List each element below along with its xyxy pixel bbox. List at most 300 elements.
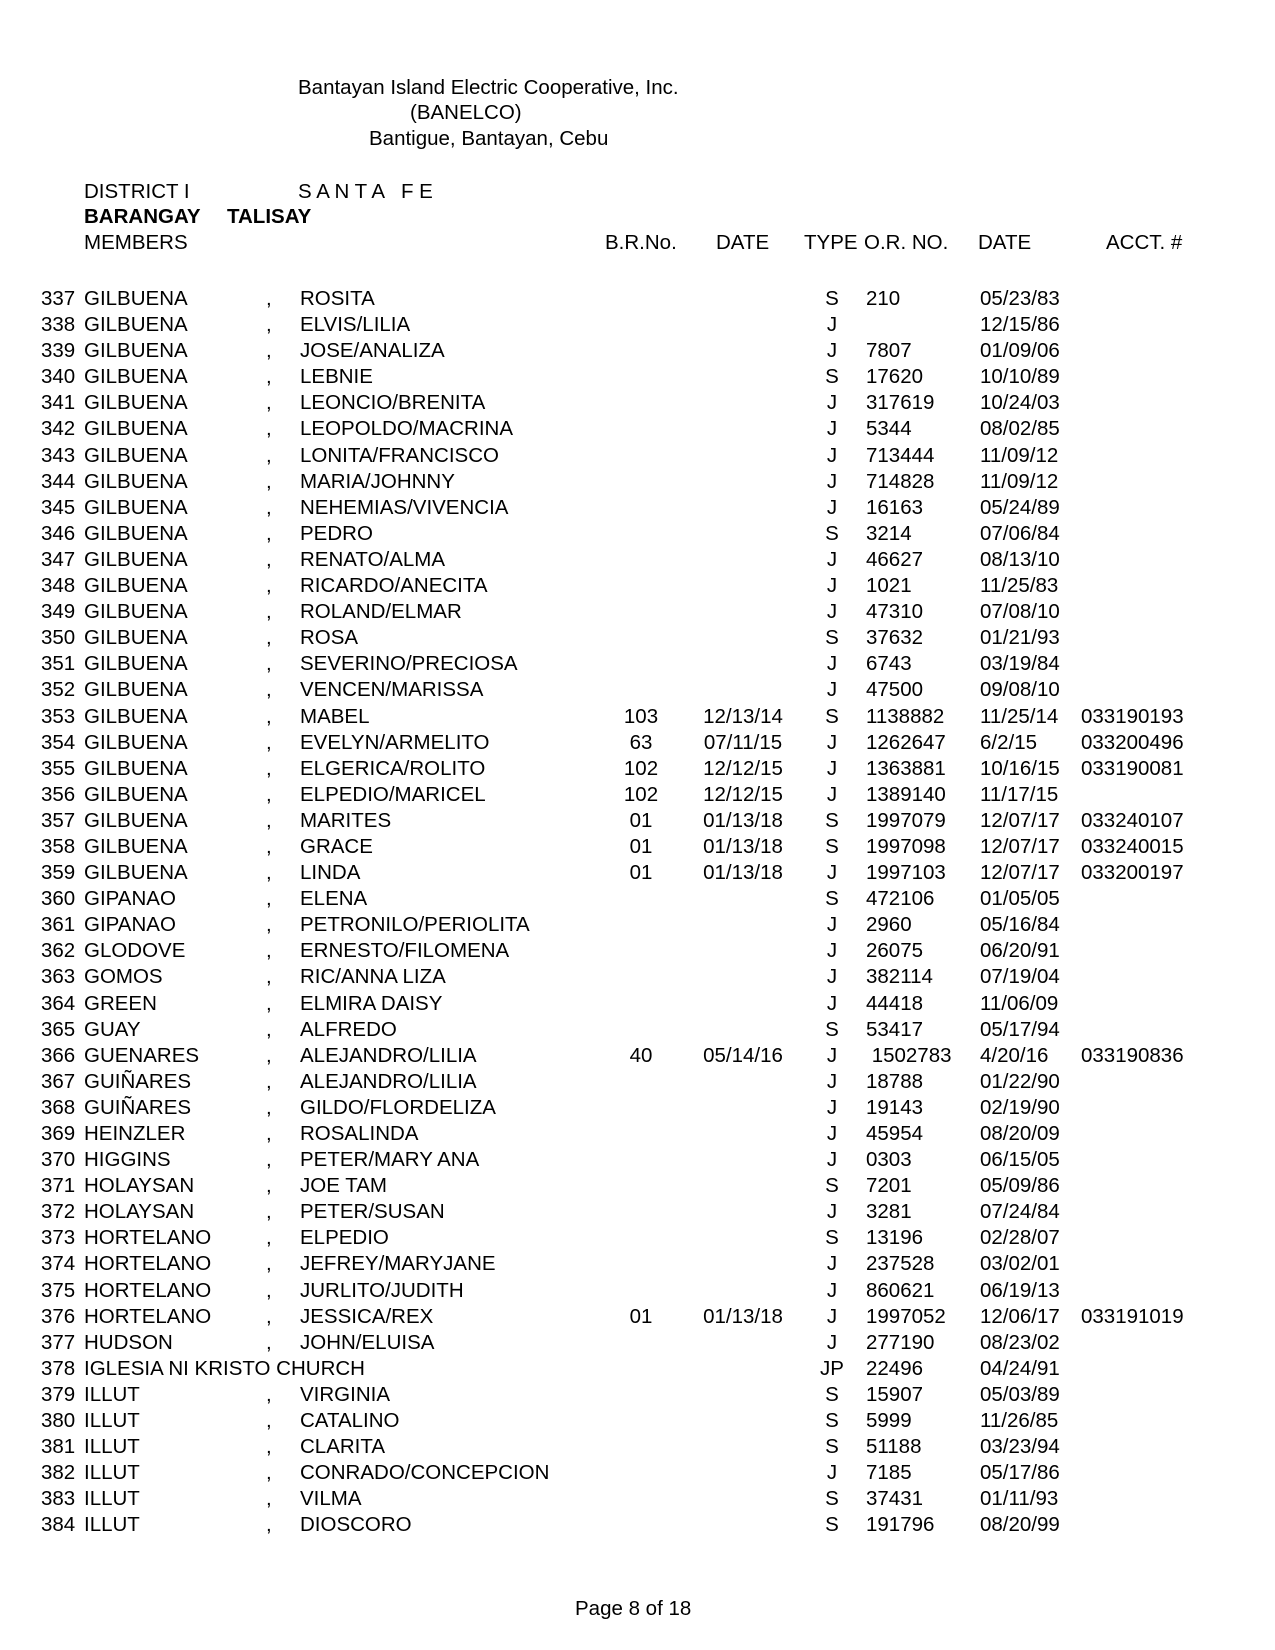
or-no: 277190 xyxy=(866,1330,935,1354)
first-name: ROSITA xyxy=(300,287,375,310)
col-header-br-no: B.R.No. xyxy=(605,231,677,254)
or-no: 45954 xyxy=(866,1122,924,1145)
account-number: 033190836 xyxy=(1081,1043,1184,1067)
org-abbr: (BANELCO) xyxy=(410,101,522,124)
name-separator: , xyxy=(266,1148,272,1172)
table-row xyxy=(0,651,1275,677)
name-separator: , xyxy=(266,391,272,415)
name-separator: , xyxy=(266,1095,272,1119)
or-no: 472106 xyxy=(866,887,935,911)
or-date: 08/20/09 xyxy=(980,1122,1060,1145)
or-date: 03/19/84 xyxy=(980,652,1060,676)
member-type: S xyxy=(825,704,839,728)
name-separator: , xyxy=(266,417,272,441)
row-number: 368 xyxy=(41,1095,76,1119)
or-date: 05/17/94 xyxy=(980,1017,1060,1041)
or-date: 08/02/85 xyxy=(980,417,1060,441)
or-no: 7185 xyxy=(866,1461,912,1485)
first-name: ROSALINDA xyxy=(300,1122,419,1145)
br-date: 05/14/16 xyxy=(703,1043,783,1067)
br-date: 12/12/15 xyxy=(703,782,783,806)
or-no: 210 xyxy=(866,287,901,310)
row-number: 339 xyxy=(41,339,76,363)
member-type: S xyxy=(825,834,839,858)
table-row xyxy=(0,1304,1275,1330)
member-type: J xyxy=(826,339,838,363)
name-separator: , xyxy=(266,808,272,832)
last-name: GILBUENA xyxy=(84,365,188,389)
last-name: ILLUT xyxy=(84,1409,140,1433)
row-number: 355 xyxy=(41,756,76,780)
or-date: 01/22/90 xyxy=(980,1069,1060,1093)
or-date: 10/10/89 xyxy=(980,365,1060,389)
name-separator: , xyxy=(266,1435,272,1459)
first-name: NEHEMIAS/VIVENCIA xyxy=(300,495,509,519)
or-no: 1363881 xyxy=(866,756,946,780)
org-name: Bantayan Island Electric Cooperative, Inc. xyxy=(298,76,679,99)
name-separator: , xyxy=(266,861,272,885)
or-no: 47310 xyxy=(866,600,924,624)
member-type: S xyxy=(825,1226,839,1250)
page-number: Page 8 of 18 xyxy=(575,1597,692,1620)
first-name: DIOSCORO xyxy=(300,1513,412,1537)
name-separator: , xyxy=(266,547,272,571)
first-name: ALEJANDRO/LILIA xyxy=(300,1043,477,1067)
name-separator: , xyxy=(266,339,272,363)
or-no: 1997079 xyxy=(866,808,946,832)
or-no: 191796 xyxy=(866,1513,935,1537)
last-name: ILLUT xyxy=(84,1487,140,1511)
last-name: GUAY xyxy=(84,1017,141,1041)
last-name: GREEN xyxy=(84,991,157,1015)
first-name: SEVERINO/PRECIOSA xyxy=(300,652,518,676)
table-row xyxy=(0,860,1275,886)
or-date: 07/08/10 xyxy=(980,600,1060,624)
table-row xyxy=(0,390,1275,416)
district-label: DISTRICT I xyxy=(84,180,190,203)
last-name: GOMOS xyxy=(84,965,163,989)
member-type: S xyxy=(825,1017,839,1041)
last-name: IGLESIA NI KRISTO CHURCH xyxy=(84,1356,365,1380)
last-name: HORTELANO xyxy=(84,1304,212,1328)
name-separator: , xyxy=(266,313,272,337)
first-name: ROLAND/ELMAR xyxy=(300,600,462,624)
or-date: 07/24/84 xyxy=(980,1200,1060,1224)
last-name: GILBUENA xyxy=(84,417,188,441)
name-separator: , xyxy=(266,1252,272,1276)
last-name: HUDSON xyxy=(84,1330,173,1354)
or-no: 37632 xyxy=(866,626,924,650)
table-row xyxy=(0,416,1275,442)
member-list xyxy=(0,286,1275,1539)
last-name: GILBUENA xyxy=(84,521,188,545)
or-date: 01/21/93 xyxy=(980,626,1060,650)
name-separator: , xyxy=(266,782,272,806)
row-number: 354 xyxy=(41,730,76,754)
name-separator: , xyxy=(266,1382,272,1406)
first-name: RIC/ANNA LIZA xyxy=(300,965,446,989)
row-number: 366 xyxy=(41,1043,76,1067)
member-type: J xyxy=(826,1252,838,1276)
or-no: 1021 xyxy=(866,574,912,598)
table-row xyxy=(0,991,1275,1017)
br-date: 01/13/18 xyxy=(703,808,783,832)
name-separator: , xyxy=(266,678,272,702)
or-no: 713444 xyxy=(866,443,935,467)
first-name: EVELYN/ARMELITO xyxy=(300,730,490,754)
first-name: LINDA xyxy=(300,861,361,885)
first-name: ELPEDIO/MARICEL xyxy=(300,782,486,806)
member-type: J xyxy=(826,391,838,415)
member-type: S xyxy=(825,1174,839,1198)
row-number: 381 xyxy=(41,1435,76,1459)
table-row xyxy=(0,782,1275,808)
or-no: 860621 xyxy=(866,1278,935,1302)
first-name: JESSICA/REX xyxy=(300,1304,434,1328)
account-number: 033200496 xyxy=(1081,730,1184,754)
row-number: 376 xyxy=(41,1304,76,1328)
or-date: 10/24/03 xyxy=(980,391,1060,415)
or-date: 04/24/91 xyxy=(980,1356,1060,1380)
table-row xyxy=(0,1330,1275,1356)
or-date: 08/23/02 xyxy=(980,1330,1060,1354)
last-name: GILBUENA xyxy=(84,756,188,780)
or-no: 237528 xyxy=(866,1252,935,1276)
table-row xyxy=(0,1382,1275,1408)
table-row xyxy=(0,677,1275,703)
or-date: 05/09/86 xyxy=(980,1174,1060,1198)
or-date: 05/23/83 xyxy=(980,287,1060,310)
name-separator: , xyxy=(266,1226,272,1250)
last-name: GILBUENA xyxy=(84,834,188,858)
first-name: ALEJANDRO/LILIA xyxy=(300,1069,477,1093)
row-number: 362 xyxy=(41,939,76,963)
account-number: 033190081 xyxy=(1081,756,1184,780)
br-date: 01/13/18 xyxy=(703,1304,783,1328)
name-separator: , xyxy=(266,626,272,650)
first-name: JOHN/ELUISA xyxy=(300,1330,435,1354)
last-name: GIPANAO xyxy=(84,887,176,911)
row-number: 369 xyxy=(41,1122,76,1145)
or-no: 19143 xyxy=(866,1095,924,1119)
name-separator: , xyxy=(266,1278,272,1302)
member-type: J xyxy=(826,939,838,963)
last-name: GILBUENA xyxy=(84,782,188,806)
name-separator: , xyxy=(266,730,272,754)
br-no: 63 xyxy=(629,730,653,754)
or-no: 3281 xyxy=(866,1200,912,1224)
member-type: J xyxy=(826,913,838,937)
table-row xyxy=(0,964,1275,990)
table-row xyxy=(0,312,1275,338)
col-header-acct: ACCT. # xyxy=(1106,231,1183,254)
or-date: 10/16/15 xyxy=(980,756,1060,780)
member-type: J xyxy=(826,547,838,571)
member-type: S xyxy=(825,1382,839,1406)
name-separator: , xyxy=(266,1174,272,1198)
or-no: 3214 xyxy=(866,521,912,545)
or-date: 06/19/13 xyxy=(980,1278,1060,1302)
col-header-members: MEMBERS xyxy=(84,231,188,254)
table-row xyxy=(0,286,1275,312)
last-name: GILBUENA xyxy=(84,391,188,415)
br-no: 01 xyxy=(629,1304,653,1328)
br-no: 01 xyxy=(629,808,653,832)
or-date: 08/13/10 xyxy=(980,547,1060,571)
name-separator: , xyxy=(266,834,272,858)
table-row xyxy=(0,1147,1275,1173)
name-separator: , xyxy=(266,521,272,545)
last-name: GILBUENA xyxy=(84,626,188,650)
name-separator: , xyxy=(266,1017,272,1041)
br-no: 102 xyxy=(623,782,659,806)
table-row xyxy=(0,521,1275,547)
first-name: JURLITO/JUDITH xyxy=(300,1278,464,1302)
first-name: CATALINO xyxy=(300,1409,400,1433)
table-row xyxy=(0,469,1275,495)
row-number: 375 xyxy=(41,1278,76,1302)
or-no: 1997103 xyxy=(866,861,946,885)
or-no: 22496 xyxy=(866,1356,924,1380)
last-name: GILBUENA xyxy=(84,574,188,598)
or-date: 11/09/12 xyxy=(980,469,1059,493)
member-type: J xyxy=(826,1069,838,1093)
org-address: Bantigue, Bantayan, Cebu xyxy=(369,127,609,150)
row-number: 363 xyxy=(41,965,76,989)
or-no: 1389140 xyxy=(866,782,946,806)
or-no: 7201 xyxy=(866,1174,912,1198)
first-name: JOSE/ANALIZA xyxy=(300,339,445,363)
table-row xyxy=(0,1199,1275,1225)
name-separator: , xyxy=(266,1304,272,1328)
account-number: 033191019 xyxy=(1081,1304,1184,1328)
row-number: 361 xyxy=(41,913,76,937)
last-name: GILBUENA xyxy=(84,287,188,310)
member-type: J xyxy=(826,861,838,885)
first-name: VENCEN/MARISSA xyxy=(300,678,484,702)
last-name: GUIÑARES xyxy=(84,1095,192,1119)
name-separator: , xyxy=(266,365,272,389)
name-separator: , xyxy=(266,652,272,676)
last-name: ILLUT xyxy=(84,1382,140,1406)
or-date: 08/20/99 xyxy=(980,1513,1060,1537)
row-number: 344 xyxy=(41,469,76,493)
name-separator: , xyxy=(266,704,272,728)
row-number: 374 xyxy=(41,1252,76,1276)
first-name: ALFREDO xyxy=(300,1017,397,1041)
table-row xyxy=(0,938,1275,964)
or-no: 13196 xyxy=(866,1226,924,1250)
member-type: S xyxy=(825,287,839,310)
member-type: J xyxy=(826,756,838,780)
or-date: 11/26/85 xyxy=(980,1409,1059,1433)
col-header-or-date: DATE xyxy=(978,231,1032,254)
row-number: 350 xyxy=(41,626,76,650)
or-date: 12/15/86 xyxy=(980,313,1060,337)
member-type: J xyxy=(826,730,838,754)
table-row xyxy=(0,364,1275,390)
or-date: 01/09/06 xyxy=(980,339,1060,363)
first-name: GRACE xyxy=(300,834,373,858)
table-row xyxy=(0,1486,1275,1512)
last-name: HORTELANO xyxy=(84,1252,212,1276)
member-type: J xyxy=(826,469,838,493)
last-name: GIPANAO xyxy=(84,913,176,937)
row-number: 380 xyxy=(41,1409,76,1433)
first-name: LEBNIE xyxy=(300,365,373,389)
account-number: 033190193 xyxy=(1081,704,1184,728)
or-date: 12/07/17 xyxy=(980,808,1060,832)
last-name: HEINZLER xyxy=(84,1122,186,1145)
member-type: J xyxy=(826,1095,838,1119)
table-row xyxy=(0,443,1275,469)
row-number: 349 xyxy=(41,600,76,624)
or-date: 01/11/93 xyxy=(980,1487,1059,1511)
last-name: HOLAYSAN xyxy=(84,1200,195,1224)
member-type: J xyxy=(826,991,838,1015)
first-name: ELVIS/LILIA xyxy=(300,313,411,337)
table-row xyxy=(0,1043,1275,1069)
or-no: 51188 xyxy=(866,1435,922,1459)
or-no: 1502783 xyxy=(866,1043,952,1067)
table-row xyxy=(0,547,1275,573)
last-name: GILBUENA xyxy=(84,495,188,519)
member-type: S xyxy=(825,1487,839,1511)
last-name: HOLAYSAN xyxy=(84,1174,195,1198)
or-no: 0303 xyxy=(866,1148,912,1172)
row-number: 357 xyxy=(41,808,76,832)
last-name: GUENARES xyxy=(84,1043,200,1067)
first-name: ELENA xyxy=(300,887,368,911)
name-separator: , xyxy=(266,991,272,1015)
name-separator: , xyxy=(266,1330,272,1354)
first-name: JEFREY/MARYJANE xyxy=(300,1252,496,1276)
first-name: VIRGINIA xyxy=(300,1382,390,1406)
or-no: 15907 xyxy=(866,1382,924,1406)
table-row xyxy=(0,1069,1275,1095)
row-number: 338 xyxy=(41,313,76,337)
br-date: 01/13/18 xyxy=(703,861,783,885)
row-number: 371 xyxy=(41,1174,76,1198)
first-name: LONITA/FRANCISCO xyxy=(300,443,499,467)
row-number: 367 xyxy=(41,1069,76,1093)
member-type: J xyxy=(826,1043,838,1067)
col-header-or-no: O.R. NO. xyxy=(864,231,949,254)
table-row xyxy=(0,1434,1275,1460)
table-row xyxy=(0,886,1275,912)
or-date: 6/2/15 xyxy=(980,730,1037,754)
br-no: 40 xyxy=(629,1043,653,1067)
first-name: VILMA xyxy=(300,1487,362,1511)
or-date: 11/25/14 xyxy=(980,704,1059,728)
first-name: MABEL xyxy=(300,704,370,728)
table-row xyxy=(0,1173,1275,1199)
first-name: ERNESTO/FILOMENA xyxy=(300,939,510,963)
or-no: 6743 xyxy=(866,652,912,676)
or-no: 1138882 xyxy=(866,704,945,728)
member-type: J xyxy=(826,965,838,989)
member-type: J xyxy=(826,443,838,467)
row-number: 364 xyxy=(41,991,76,1015)
table-row xyxy=(0,1225,1275,1251)
table-row xyxy=(0,1278,1275,1304)
or-date: 12/07/17 xyxy=(980,834,1060,858)
first-name: ELPEDIO xyxy=(300,1226,389,1250)
first-name: RENATO/ALMA xyxy=(300,547,446,571)
last-name: GILBUENA xyxy=(84,547,188,571)
or-no: 1262647 xyxy=(866,730,946,754)
or-no: 7807 xyxy=(866,339,912,363)
or-date: 11/25/83 xyxy=(980,574,1059,598)
last-name: GILBUENA xyxy=(84,730,188,754)
row-number: 353 xyxy=(41,704,76,728)
row-number: 351 xyxy=(41,652,76,676)
member-type: J xyxy=(826,1330,838,1354)
or-date: 12/07/17 xyxy=(980,861,1060,885)
last-name: GILBUENA xyxy=(84,443,188,467)
member-type: J xyxy=(826,652,838,676)
row-number: 360 xyxy=(41,887,76,911)
or-date: 05/17/86 xyxy=(980,1461,1060,1485)
or-date: 05/16/84 xyxy=(980,913,1060,937)
barangay-label: BARANGAY xyxy=(84,205,201,228)
member-type: J xyxy=(826,495,838,519)
last-name: GILBUENA xyxy=(84,339,188,363)
br-date: 12/12/15 xyxy=(703,756,783,780)
member-type: S xyxy=(825,808,839,832)
or-no: 1997052 xyxy=(866,1304,946,1328)
row-number: 379 xyxy=(41,1382,76,1406)
member-type: J xyxy=(826,1278,838,1302)
or-date: 01/05/05 xyxy=(980,887,1060,911)
or-no: 5344 xyxy=(866,417,912,441)
or-no: 47500 xyxy=(866,678,924,702)
or-no: 46627 xyxy=(866,547,924,571)
row-number: 346 xyxy=(41,521,76,545)
table-row xyxy=(0,704,1275,730)
last-name: GLODOVE xyxy=(84,939,186,963)
district-name: S A N T A F E xyxy=(298,180,433,203)
account-number: 033200197 xyxy=(1081,861,1184,885)
or-no: 37431 xyxy=(866,1487,924,1511)
member-type: J xyxy=(826,600,838,624)
row-number: 365 xyxy=(41,1017,76,1041)
last-name: GILBUENA xyxy=(84,704,188,728)
first-name: MARIA/JOHNNY xyxy=(300,469,455,493)
last-name: ILLUT xyxy=(84,1461,140,1485)
table-row xyxy=(0,599,1275,625)
col-header-date: DATE xyxy=(716,231,770,254)
last-name: GILBUENA xyxy=(84,861,188,885)
member-type: J xyxy=(826,1304,838,1328)
br-date: 01/13/18 xyxy=(703,834,783,858)
row-number: 384 xyxy=(41,1513,76,1537)
first-name: LEONCIO/BRENITA xyxy=(300,391,486,415)
last-name: HORTELANO xyxy=(84,1226,212,1250)
first-name: ELMIRA DAISY xyxy=(300,991,443,1015)
row-number: 337 xyxy=(41,287,76,310)
row-number: 373 xyxy=(41,1226,76,1250)
table-row xyxy=(0,1017,1275,1043)
name-separator: , xyxy=(266,1122,272,1145)
table-row xyxy=(0,1095,1275,1121)
row-number: 378 xyxy=(41,1356,76,1380)
last-name: ILLUT xyxy=(84,1435,140,1459)
first-name: GILDO/FLORDELIZA xyxy=(300,1095,496,1119)
first-name: CLARITA xyxy=(300,1435,386,1459)
member-type: S xyxy=(825,887,839,911)
first-name: PETER/MARY ANA xyxy=(300,1148,480,1172)
